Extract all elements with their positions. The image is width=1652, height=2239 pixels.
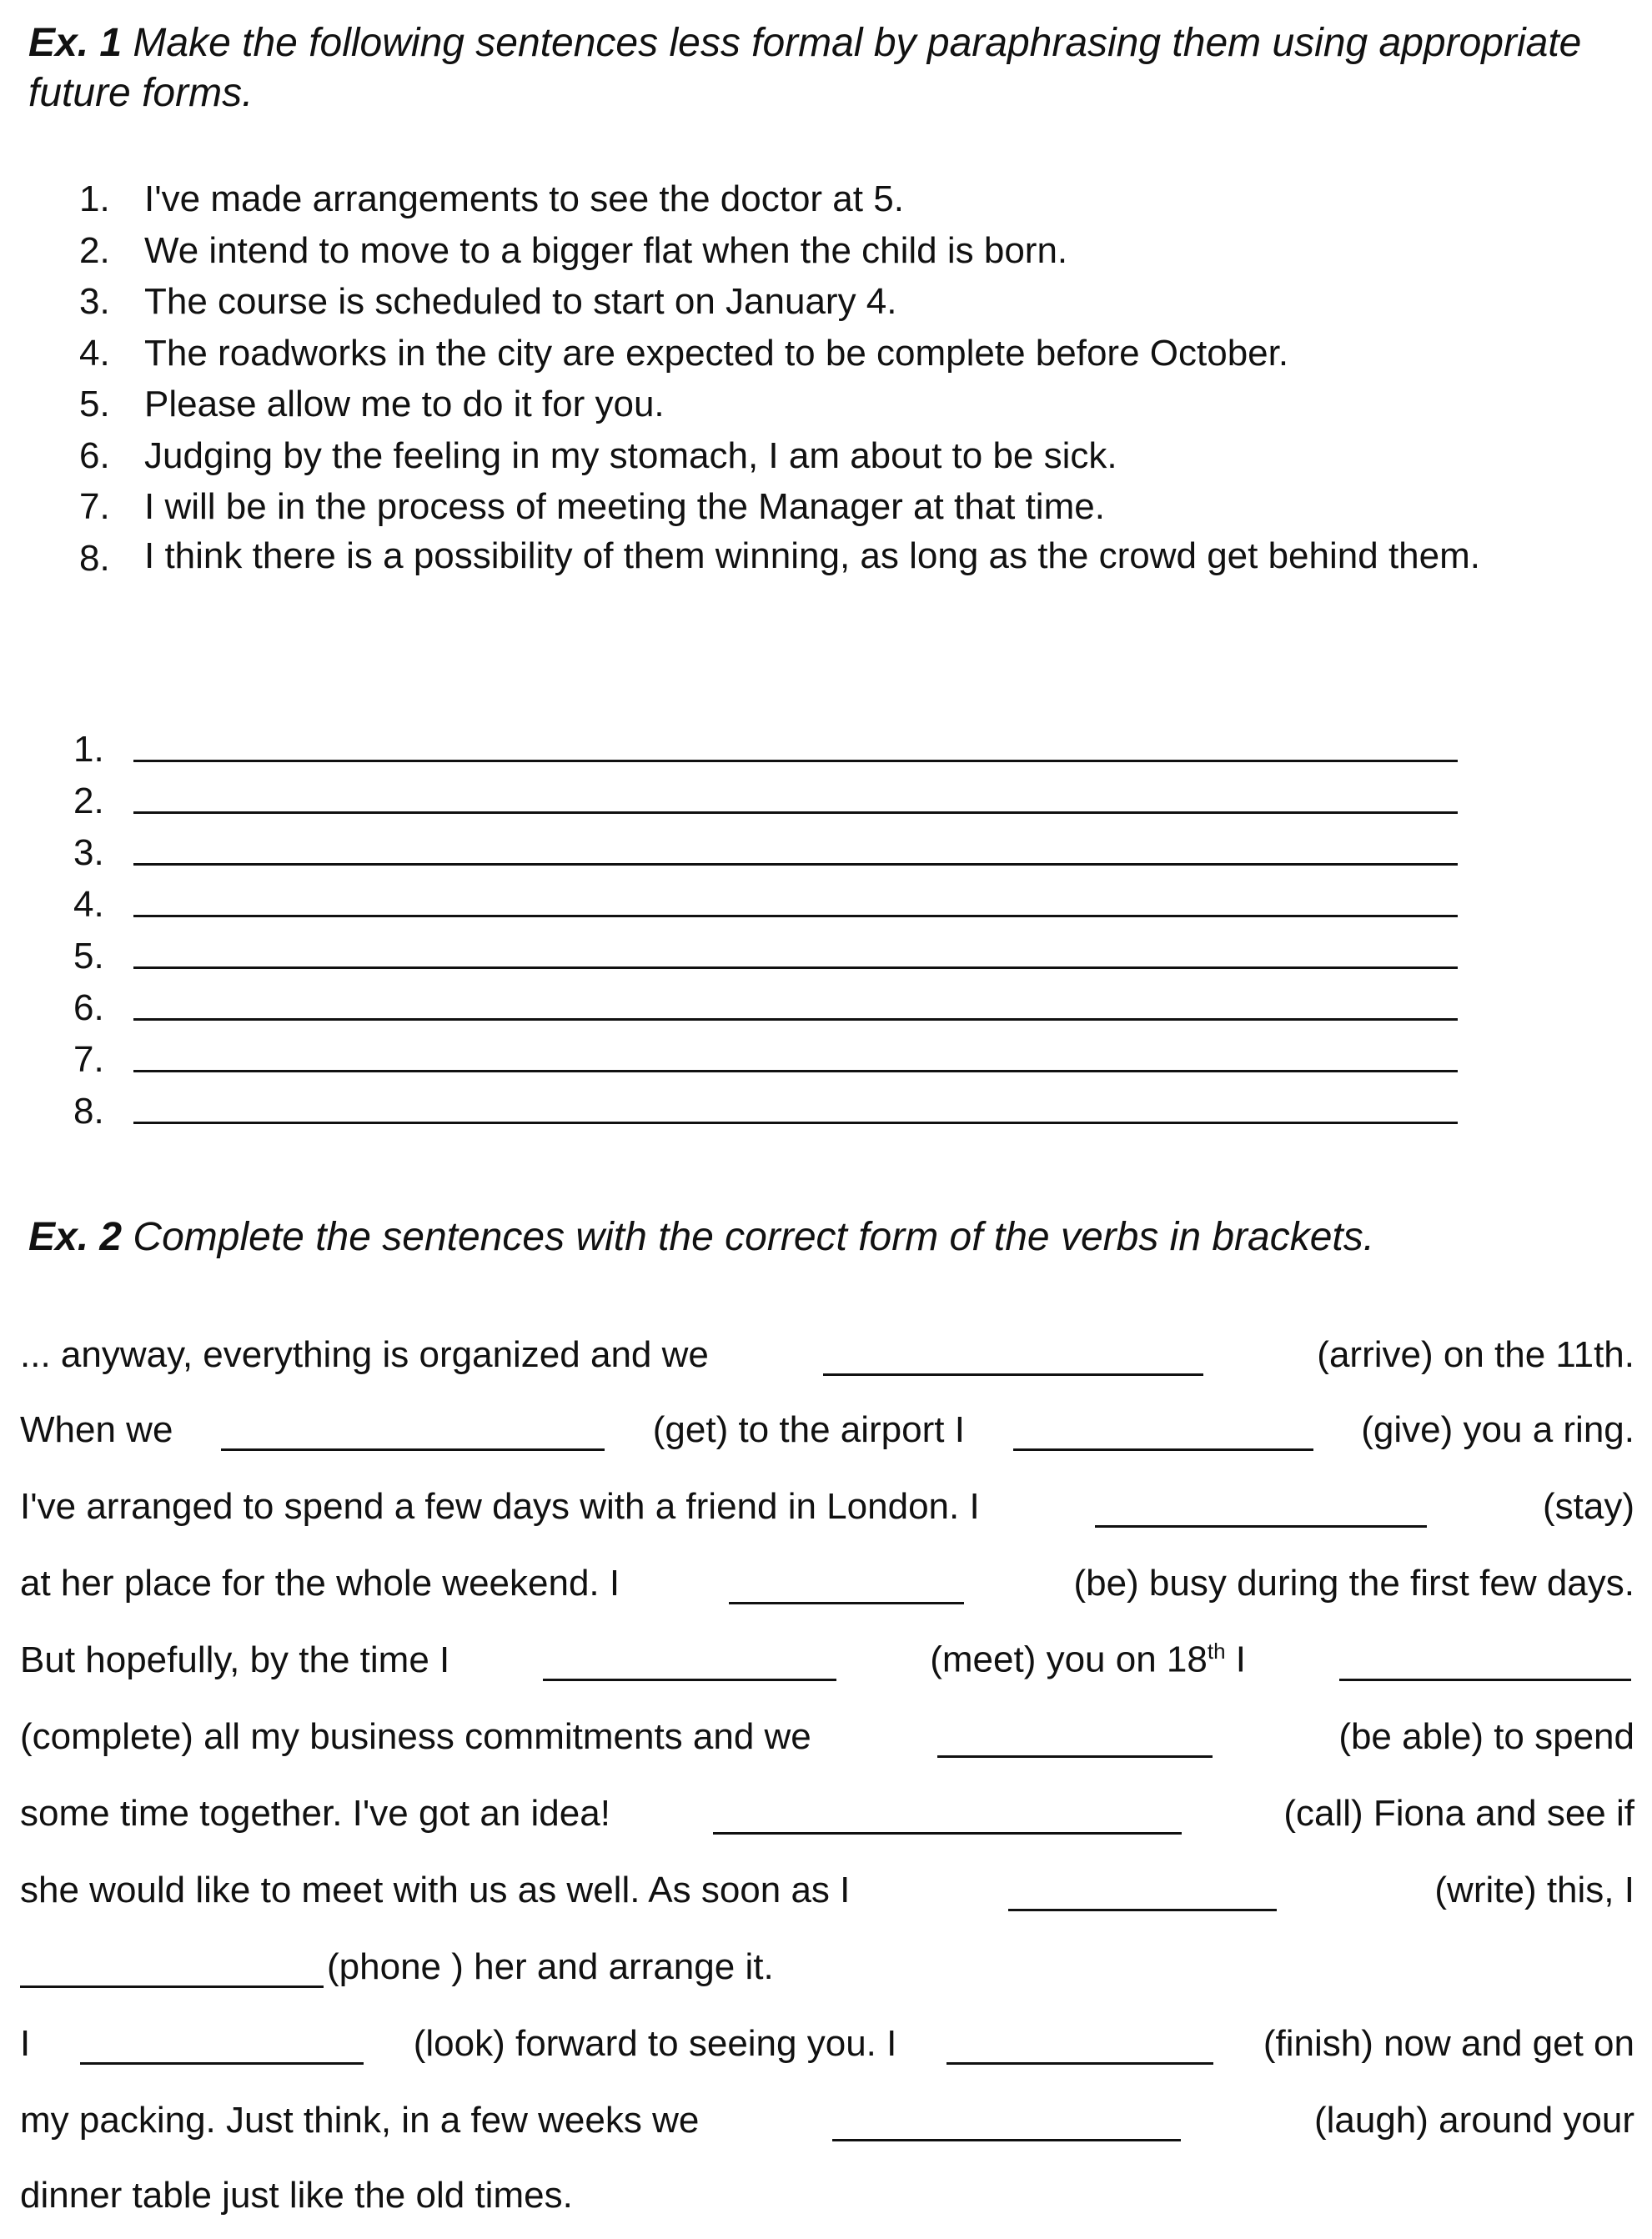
gap-blank[interactable] [80,2029,364,2065]
sentence-text: I've made arrangements to see the doctor at 5. [144,178,904,219]
text-segment: (write) this, I [1434,1870,1634,1910]
text-segment: I [1225,1639,1246,1680]
answer-number: 5. [73,936,104,976]
list-item [79,276,1630,328]
list-item [79,481,1630,533]
gap-blank[interactable] [823,1340,1203,1376]
sentence-text: The course is scheduled to start on January 4. [144,281,897,322]
text-segment: When we [20,1409,173,1450]
text-segment: ... anyway, everything is organized and we [20,1334,709,1375]
text-segment: But hopefully, by the time I [20,1639,450,1680]
answer-row [73,986,1458,1027]
answer-row [73,1089,1458,1131]
answer-line[interactable] [133,1122,1458,1124]
paragraph-line [20,2006,1634,2065]
list-item [79,328,1630,379]
answer-number: 8. [73,1091,104,1132]
answer-row [73,779,1458,821]
gap-blank[interactable] [729,1569,964,1604]
answer-number: 3. [73,832,104,873]
text-segment: (phone ) her and arrange it. [327,1946,774,1987]
sentence-number: 4. [79,332,110,374]
gap-blank[interactable] [713,1799,1182,1835]
sentence-text: Please allow me to do it for you. [144,384,665,424]
text-segment: (be able) to spend [1338,1716,1634,1757]
paragraph-line [20,1469,1634,1528]
answer-line[interactable] [133,915,1458,917]
answer-number: 1. [73,729,104,770]
gap-blank[interactable] [543,1645,836,1681]
paragraph-line [20,2158,1634,2216]
gap-blank[interactable] [947,2029,1213,2065]
answer-line[interactable] [133,1070,1458,1072]
exercise-1-sentence-list [79,173,1630,584]
answer-line[interactable] [133,1018,1458,1021]
list-item [79,379,1630,430]
text-segment: (finish) now and get on [1263,2023,1634,2064]
answer-line[interactable] [133,966,1458,969]
exercise-2-heading [28,1212,1613,1263]
text-segment [930,1639,1246,1681]
paragraph-line [20,2083,1634,2141]
gap-blank[interactable] [221,1415,605,1451]
text-segment: (call) Fiona and see if [1283,1793,1634,1834]
sentence-text: Judging by the feeling in my stomach, I am about to be sick. [144,434,1117,476]
gap-blank[interactable] [1008,1875,1277,1911]
answer-row [73,831,1458,872]
paragraph-line [20,1318,1634,1376]
exercise-1-label: Ex. 1 [28,21,123,65]
text-segment: my packing. Just think, in a few weeks we [20,2100,700,2141]
text-segment: dinner table just like the old times. [20,2175,573,2216]
paragraph-line [20,1623,1634,1681]
gap-blank[interactable] [1013,1415,1313,1451]
list-item [79,173,1630,225]
text-segment: (look) forward to seeing you. I [413,2023,897,2064]
list-item [79,533,1630,585]
text-segment: I've arranged to spend a few days with a friend in London. I [20,1486,980,1527]
text-segment: (complete) all my business commitments and we [20,1716,811,1757]
text-segment: (be) busy during the first few days. [1073,1563,1634,1604]
sentence-number: 1. [79,178,110,219]
exercise-2-instruction: Complete the sentences with the correct form of the verbs in brackets. [133,1215,1375,1259]
paragraph-line [20,1853,1634,1911]
sentence-text: We intend to move to a bigger flat when the child is born. [144,229,1068,271]
sentence-number: 2. [79,229,110,271]
text-segment: she would like to meet with us as well. As soon as I [20,1870,851,1910]
sentence-text: The roadworks in the city are expected to be complete before October. [144,332,1289,374]
gap-blank[interactable] [20,1952,324,1988]
sentence-number: 5. [79,384,110,424]
gap-blank[interactable] [1339,1645,1631,1681]
answer-number: 6. [73,987,104,1028]
exercise-1-instruction: Make the following sentences less formal by paraphrasing them using appropriate future forms. [28,21,1582,115]
paragraph-line [20,1930,1634,1988]
sentence-text: I will be in the process of meeting the Manager at that time. [144,486,1105,527]
answer-row [73,727,1458,769]
superscript: th [1207,1639,1226,1664]
exercise-2-label: Ex. 2 [28,1215,123,1259]
text-segment: (stay) [1543,1486,1634,1527]
answer-row [73,882,1458,924]
paragraph-line [20,1393,1634,1451]
list-item [79,225,1630,277]
sentence-number: 8. [79,537,110,579]
text-segment: I [20,2023,31,2064]
answer-number: 7. [73,1039,104,1080]
text-segment: (get) to the airport I [652,1409,965,1450]
gap-blank[interactable] [937,1722,1213,1758]
sentence-text: I think there is a possibility of them winning, as long as the crowd get behind them. [144,535,1480,576]
sentence-number: 3. [79,281,110,322]
answer-line[interactable] [133,760,1458,762]
answer-line[interactable] [133,863,1458,866]
text-segment: some time together. I've got an idea! [20,1793,610,1834]
gap-blank[interactable] [832,2106,1181,2141]
paragraph-line [20,1776,1634,1835]
answer-row [73,934,1458,976]
text-segment: at her place for the whole weekend. I [20,1563,620,1604]
paragraph-line [20,1699,1634,1758]
exercise-1-heading [28,18,1613,118]
answer-row [73,1037,1458,1079]
gap-blank[interactable] [1095,1492,1427,1528]
text-segment: (meet) you on 18 [930,1639,1208,1680]
text-segment: (give) you a ring. [1361,1409,1634,1450]
paragraph-line [20,1546,1634,1604]
answer-number: 4. [73,884,104,925]
answer-line[interactable] [133,811,1458,814]
sentence-number: 7. [79,486,110,527]
answer-number: 2. [73,781,104,821]
text-segment: (laugh) around your [1313,2100,1634,2141]
sentence-number: 6. [79,434,110,476]
list-item [79,430,1630,482]
text-segment: (arrive) on the 11th. [1317,1334,1634,1375]
